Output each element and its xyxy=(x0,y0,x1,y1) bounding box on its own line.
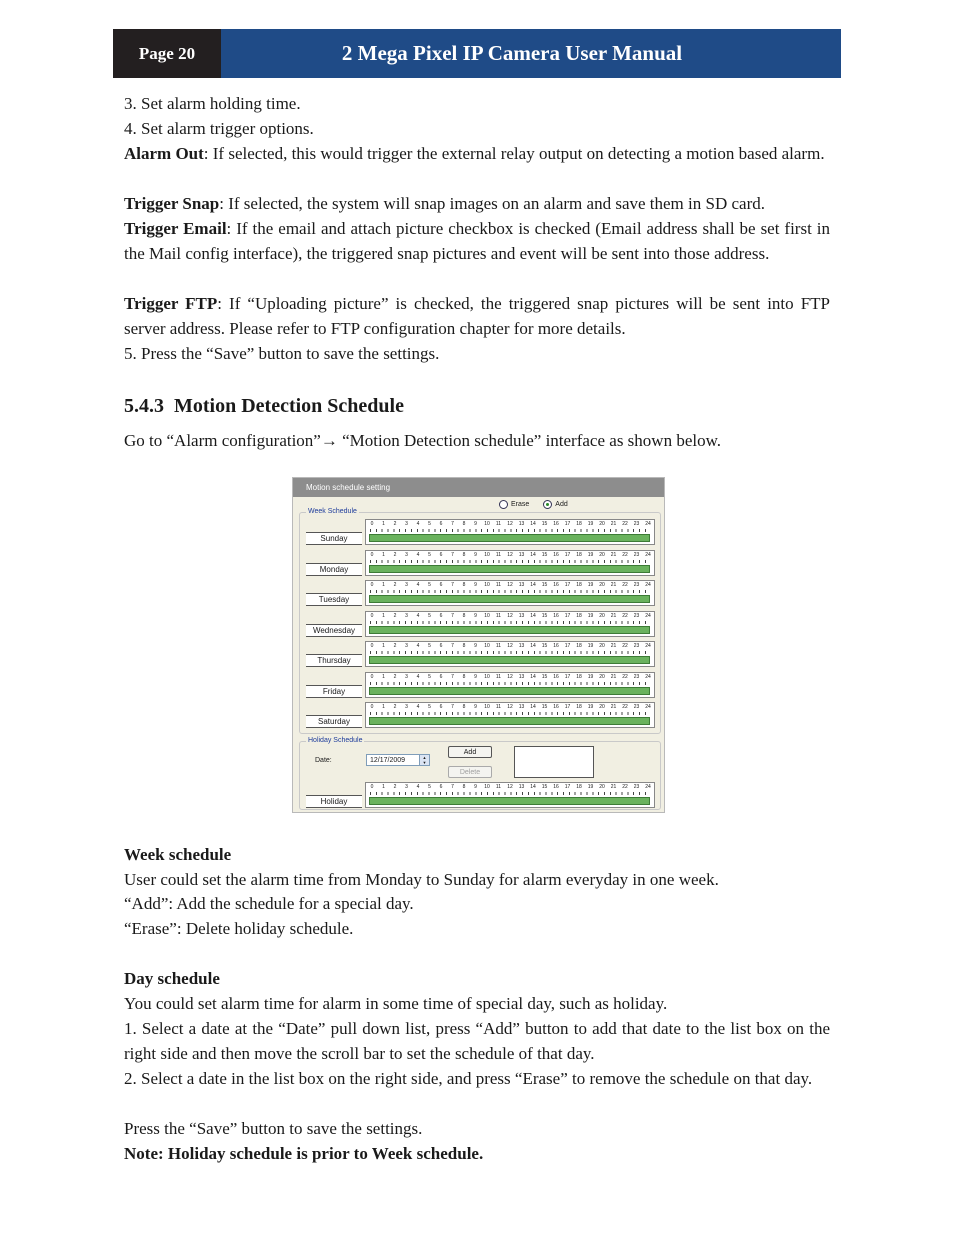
week-line-2: “Add”: Add the schedule for a special day. xyxy=(124,894,414,913)
add-radio-label: Add xyxy=(555,501,568,508)
hour-tick-label: 23 xyxy=(633,521,640,527)
date-value: 12/17/2009 xyxy=(370,757,406,764)
hour-tick-label: 19 xyxy=(587,673,594,680)
hour-tick-label: 0 xyxy=(370,582,374,588)
hour-tick-label: 10 xyxy=(484,784,490,790)
minor-ticks xyxy=(370,590,651,593)
step-3: 3. Set alarm holding time. xyxy=(124,94,301,113)
hour-tick-label: 5 xyxy=(428,551,431,558)
hour-tick-label: 15 xyxy=(541,704,548,710)
hour-tick-label: 8 xyxy=(462,673,466,680)
week-heading-text: Week schedule xyxy=(124,845,232,864)
hour-tick-label: 0 xyxy=(370,704,374,710)
minor-ticks xyxy=(370,712,651,715)
alarm-out-text: : If selected, this would trigger the external relay output on detecting a motion based alarm. xyxy=(203,144,825,163)
week-line-1: User could set the alarm time from Monday to Sunday for alarm everyday in one week. xyxy=(124,870,719,889)
hour-tick-label: 5 xyxy=(428,673,431,680)
page-number: Page 20 xyxy=(113,29,221,78)
hour-tick-label: 16 xyxy=(553,643,559,649)
hour-tick-label: 4 xyxy=(416,612,420,619)
hour-tick-label: 19 xyxy=(587,551,594,558)
hour-tick-label: 15 xyxy=(541,582,548,588)
hour-tick-label: 15 xyxy=(541,673,548,680)
hour-tick-label: 16 xyxy=(553,551,559,558)
hour-tick-label: 14 xyxy=(530,612,536,619)
hour-tick-label: 22 xyxy=(622,643,628,649)
hour-tick-label: 12 xyxy=(507,521,513,527)
hour-tick-label: 17 xyxy=(564,704,571,710)
add-radio[interactable] xyxy=(543,500,567,509)
hour-tick-label: 22 xyxy=(622,521,628,527)
hour-tick-label: 18 xyxy=(576,612,582,619)
holiday-schedule-group xyxy=(299,737,661,810)
day-time-slider[interactable] xyxy=(365,550,655,576)
hour-tick-label: 7 xyxy=(451,673,454,680)
minor-ticks xyxy=(370,682,651,685)
hour-tick-label: 18 xyxy=(576,551,582,558)
hour-tick-label: 6 xyxy=(439,643,443,649)
hour-tick-label: 1 xyxy=(382,704,385,710)
day-time-slider[interactable] xyxy=(365,702,655,728)
hour-tick-label: 21 xyxy=(610,612,617,619)
hour-tick-label: 16 xyxy=(553,521,559,527)
hour-tick-label: 13 xyxy=(518,784,525,790)
hour-tick-label: 3 xyxy=(405,673,408,680)
radio-selected-icon xyxy=(543,500,552,509)
day-schedule-row xyxy=(306,641,660,667)
hour-tick-label: 12 xyxy=(507,551,513,558)
hour-tick-label: 0 xyxy=(370,521,374,527)
hour-tick-label: 7 xyxy=(451,551,454,558)
hour-tick-label: 13 xyxy=(518,673,525,680)
hour-tick-label: 1 xyxy=(382,521,385,527)
hour-tick-label: 0 xyxy=(370,551,374,558)
day-line-2: 1. Select a date at the “Date” pull down list, press “Add” button to add that date to the list box on the right side and then move the scroll bar to set the schedule of that day. xyxy=(124,1019,830,1063)
hour-tick-label: 17 xyxy=(564,551,571,558)
hour-tick-label: 24 xyxy=(645,784,651,790)
hour-tick-label: 2 xyxy=(393,643,397,649)
hour-tick-label: 12 xyxy=(507,704,513,710)
hour-tick-label: 20 xyxy=(599,551,605,558)
hour-tick-label: 16 xyxy=(553,784,559,790)
hour-tick-label: 18 xyxy=(576,673,582,680)
hour-tick-label: 12 xyxy=(507,643,513,649)
hour-tick-label: 24 xyxy=(645,643,651,649)
hour-tick-label: 8 xyxy=(462,704,466,710)
hour-tick-label: 1 xyxy=(382,673,385,680)
hour-tick-label: 15 xyxy=(541,521,548,527)
day-time-slider[interactable] xyxy=(365,641,655,667)
hour-tick-label: 3 xyxy=(405,643,408,649)
hour-tick-label: 4 xyxy=(416,551,420,558)
day-line-4: Press the “Save” button to save the settings. xyxy=(124,1119,423,1138)
hour-tick-label: 2 xyxy=(393,551,397,558)
hour-tick-label: 10 xyxy=(484,582,490,588)
goto-instruction xyxy=(124,428,830,453)
hour-tick-label: 18 xyxy=(576,784,582,790)
week-line-3: “Erase”: Delete holiday schedule. xyxy=(124,919,354,938)
hour-tick-label: 15 xyxy=(541,612,548,619)
goto-part-b: “Motion Detection schedule” interface as shown below. xyxy=(337,431,722,450)
spin-arrows-icon[interactable]: ▲ ▼ xyxy=(419,755,429,765)
holiday-row-label: Holiday xyxy=(306,795,362,808)
schedule-bar[interactable] xyxy=(369,626,650,634)
day-schedule-row xyxy=(306,611,660,637)
hour-tick-label: 9 xyxy=(474,582,477,588)
day-label: Sunday xyxy=(306,532,362,545)
note-text: Note: Holiday schedule is prior to Week schedule. xyxy=(124,1144,484,1163)
section-title: Motion Detection Schedule xyxy=(174,395,404,417)
hour-tick-label: 11 xyxy=(495,784,502,790)
trigger-ftp-paragraph xyxy=(124,291,830,341)
hour-tick-label: 23 xyxy=(633,612,640,619)
hour-tick-label: 3 xyxy=(405,521,408,527)
hour-tick-label: 4 xyxy=(416,673,420,680)
hour-tick-label: 3 xyxy=(405,784,408,790)
day-label: Monday xyxy=(306,563,362,576)
holiday-date-listbox[interactable] xyxy=(514,746,594,778)
hour-tick-label: 11 xyxy=(495,673,502,680)
hour-tick-label: 20 xyxy=(599,612,605,619)
screenshot-title: Motion schedule setting xyxy=(293,478,664,497)
holiday-delete-button[interactable]: Delete xyxy=(448,766,492,778)
hour-tick-label: 22 xyxy=(622,704,628,710)
hour-tick-label: 3 xyxy=(405,704,408,710)
hour-tick-label: 19 xyxy=(587,643,594,649)
week-schedule-label: Week Schedule xyxy=(308,508,357,515)
manual-title: 2 Mega Pixel IP Camera User Manual xyxy=(221,29,841,78)
motion-schedule-screenshot xyxy=(292,477,665,813)
hour-tick-label: 9 xyxy=(474,673,477,680)
hour-tick-label: 14 xyxy=(530,551,536,558)
hour-tick-label: 10 xyxy=(484,673,490,680)
hour-tick-label: 5 xyxy=(428,643,431,649)
mode-radios xyxy=(499,500,568,509)
hour-tick-label: 14 xyxy=(530,643,536,649)
hour-tick-label: 10 xyxy=(484,521,490,527)
hour-tick-label: 14 xyxy=(530,673,536,680)
hour-tick-label: 13 xyxy=(518,704,525,710)
hour-tick-label: 24 xyxy=(645,551,651,558)
hour-tick-label: 0 xyxy=(370,784,374,790)
hour-tick-label: 4 xyxy=(416,784,420,790)
hour-tick-label: 8 xyxy=(462,582,466,588)
holiday-add-button[interactable]: Add xyxy=(448,746,492,758)
schedule-bar[interactable] xyxy=(369,656,650,664)
hour-tick-label: 23 xyxy=(633,643,640,649)
hour-tick-label: 14 xyxy=(530,582,536,588)
hour-tick-label: 13 xyxy=(518,582,525,588)
hour-tick-label: 11 xyxy=(495,704,502,710)
hour-tick-label: 17 xyxy=(564,612,571,619)
trigger-snap-text: : If selected, the system will snap images on an alarm and save them in SD card. xyxy=(219,194,765,213)
hour-tick-label: 21 xyxy=(610,673,617,680)
hour-tick-label: 12 xyxy=(507,582,513,588)
day-label: Wednesday xyxy=(306,624,362,637)
hour-tick-label: 19 xyxy=(587,612,594,619)
hour-tick-label: 4 xyxy=(416,704,420,710)
hour-tick-label: 24 xyxy=(645,521,651,527)
hour-tick-label: 19 xyxy=(587,704,594,710)
date-picker[interactable] xyxy=(366,754,430,766)
hour-tick-label: 7 xyxy=(451,704,454,710)
schedule-bar[interactable] xyxy=(369,687,650,695)
hour-tick-label: 5 xyxy=(428,612,431,619)
arrow-icon: → xyxy=(320,431,338,450)
hour-tick-label: 23 xyxy=(633,784,640,790)
hour-tick-label: 10 xyxy=(484,612,490,619)
hour-tick-label: 11 xyxy=(495,521,502,527)
trigger-email-term: Trigger Email xyxy=(124,219,227,238)
hour-tick-label: 24 xyxy=(645,704,651,710)
goto-part-a: Go to “Alarm configuration” xyxy=(124,431,321,450)
trigger-email-text: : If the email and attach picture checkbox is checked (Email address shall be set first in the Mail config interface), the triggered snap pictures and event will be sent into those address. xyxy=(124,219,830,263)
hour-tick-label: 15 xyxy=(541,643,548,649)
hour-tick-label: 13 xyxy=(518,643,525,649)
hour-tick-label: 24 xyxy=(645,673,651,680)
hour-tick-label: 2 xyxy=(393,521,397,527)
day-time-slider[interactable] xyxy=(365,580,655,606)
day-schedule-row xyxy=(306,580,660,606)
hour-tick-label: 23 xyxy=(633,582,640,588)
hour-tick-label: 22 xyxy=(622,784,628,790)
hour-tick-label: 17 xyxy=(564,582,571,588)
hour-tick-label: 1 xyxy=(382,643,385,649)
alarm-out-term: Alarm Out xyxy=(124,144,204,163)
hour-tick-label: 14 xyxy=(530,521,536,527)
hour-tick-label: 4 xyxy=(416,582,420,588)
hour-tick-label: 5 xyxy=(428,704,431,710)
erase-radio[interactable] xyxy=(499,500,529,509)
hour-tick-label: 20 xyxy=(599,582,605,588)
hour-tick-label: 3 xyxy=(405,612,408,619)
day-label: Friday xyxy=(306,685,362,698)
hour-tick-label: 2 xyxy=(393,612,397,619)
schedule-bar[interactable] xyxy=(369,595,650,603)
hour-tick-label: 13 xyxy=(518,551,525,558)
hour-tick-label: 23 xyxy=(633,704,640,710)
hour-tick-label: 10 xyxy=(484,551,490,558)
hour-tick-label: 13 xyxy=(518,612,525,619)
hour-tick-label: 21 xyxy=(610,521,617,527)
hour-tick-label: 1 xyxy=(382,582,385,588)
hour-tick-label: 10 xyxy=(484,643,490,649)
hour-tick-label: 13 xyxy=(518,521,525,527)
hour-tick-label: 2 xyxy=(393,784,397,790)
hour-tick-label: 10 xyxy=(484,704,490,710)
holiday-time-slider[interactable] xyxy=(365,782,655,808)
schedule-bar[interactable] xyxy=(369,797,650,805)
day-label: Thursday xyxy=(306,654,362,667)
minor-ticks xyxy=(370,651,651,654)
hour-tick-label: 18 xyxy=(576,643,582,649)
hour-tick-label: 9 xyxy=(474,612,477,619)
hour-tick-label: 0 xyxy=(370,673,374,680)
hour-tick-label: 15 xyxy=(541,551,548,558)
hour-tick-label: 20 xyxy=(599,643,605,649)
hour-tick-label: 21 xyxy=(610,643,617,649)
hour-tick-label: 12 xyxy=(507,612,513,619)
hour-tick-label: 12 xyxy=(507,673,513,680)
hour-tick-label: 22 xyxy=(622,673,628,680)
hour-tick-label: 0 xyxy=(370,643,374,649)
trigger-snap-paragraph xyxy=(124,191,830,216)
hour-tick-label: 19 xyxy=(587,582,594,588)
hour-tick-label: 24 xyxy=(645,582,651,588)
hour-tick-label: 20 xyxy=(599,704,605,710)
hour-tick-label: 2 xyxy=(393,673,397,680)
hour-tick-label: 21 xyxy=(610,582,617,588)
hour-tick-label: 7 xyxy=(451,521,454,527)
day-heading-text: Day schedule xyxy=(124,969,220,988)
page-header xyxy=(113,29,841,78)
hour-tick-label: 4 xyxy=(416,521,420,527)
hour-tick-label: 7 xyxy=(451,612,454,619)
hour-tick-label: 1 xyxy=(382,551,385,558)
hour-tick-label: 6 xyxy=(439,551,443,558)
hour-tick-label: 1 xyxy=(382,612,385,619)
hour-tick-label: 19 xyxy=(587,521,594,527)
hour-tick-label: 8 xyxy=(462,784,466,790)
hour-tick-label: 20 xyxy=(599,673,605,680)
hour-tick-label: 15 xyxy=(541,784,548,790)
hour-tick-label: 17 xyxy=(564,643,571,649)
day-label: Tuesday xyxy=(306,593,362,606)
holiday-priority-note xyxy=(124,1141,830,1166)
hour-tick-label: 7 xyxy=(451,582,454,588)
week-schedule-heading xyxy=(124,842,830,867)
week-schedule-group xyxy=(299,508,661,734)
hour-tick-label: 8 xyxy=(462,521,466,527)
schedule-bar[interactable] xyxy=(369,534,650,542)
hour-tick-label: 21 xyxy=(610,704,617,710)
hour-tick-label: 18 xyxy=(576,582,582,588)
hour-tick-label: 5 xyxy=(428,521,431,527)
schedule-bar[interactable] xyxy=(369,565,650,573)
hour-tick-label: 6 xyxy=(439,704,443,710)
hour-tick-label: 5 xyxy=(428,582,431,588)
hour-tick-label: 24 xyxy=(645,612,651,619)
trigger-ftp-term: Trigger FTP xyxy=(124,294,218,313)
hour-tick-label: 17 xyxy=(564,784,571,790)
hour-tick-label: 9 xyxy=(474,704,477,710)
hour-tick-label: 22 xyxy=(622,612,628,619)
hour-tick-label: 18 xyxy=(576,521,582,527)
trigger-snap-term: Trigger Snap xyxy=(124,194,220,213)
hour-tick-label: 2 xyxy=(393,582,397,588)
hour-tick-label: 18 xyxy=(576,704,582,710)
minor-ticks xyxy=(370,792,651,795)
hour-tick-label: 9 xyxy=(474,643,477,649)
hour-tick-label: 7 xyxy=(451,784,454,790)
hour-tick-label: 9 xyxy=(474,521,477,527)
trigger-email-paragraph xyxy=(124,216,830,266)
schedule-bar[interactable] xyxy=(369,717,650,725)
day-schedule-row xyxy=(306,550,660,576)
date-label: Date: xyxy=(315,757,332,764)
hour-tick-label: 20 xyxy=(599,521,605,527)
day-line-3: 2. Select a date in the list box on the right side, and press “Erase” to remove the schedule on that day. xyxy=(124,1069,813,1088)
hour-tick-label: 19 xyxy=(587,784,594,790)
minor-ticks xyxy=(370,529,651,532)
hour-tick-label: 14 xyxy=(530,704,536,710)
day-schedule-heading xyxy=(124,966,830,991)
hour-tick-label: 21 xyxy=(610,784,617,790)
hour-tick-label: 11 xyxy=(495,643,502,649)
hour-tick-label: 8 xyxy=(462,643,466,649)
hour-tick-label: 3 xyxy=(405,551,408,558)
day-schedule-row xyxy=(306,672,660,698)
section-number: 5.4.3 xyxy=(124,395,164,417)
trigger-ftp-text: : If “Uploading picture” is checked, the triggered snap pictures will be sent into FTP server address. Please refer to FTP configuration chapter for more details. xyxy=(124,294,830,338)
hour-tick-label: 4 xyxy=(416,643,420,649)
hour-tick-label: 8 xyxy=(462,551,466,558)
day-line-1: You could set alarm time for alarm in some time of special day, such as holiday. xyxy=(124,994,668,1013)
hour-tick-label: 8 xyxy=(462,612,466,619)
hour-tick-label: 11 xyxy=(495,612,502,619)
hour-tick-label: 12 xyxy=(507,784,513,790)
hour-tick-label: 16 xyxy=(553,673,559,680)
day-schedule-row xyxy=(306,702,660,728)
hour-tick-label: 1 xyxy=(382,784,385,790)
hour-tick-label: 9 xyxy=(474,551,477,558)
minor-ticks xyxy=(370,621,651,624)
hour-tick-label: 11 xyxy=(495,582,502,588)
hour-tick-label: 20 xyxy=(599,784,605,790)
hour-tick-label: 23 xyxy=(633,673,640,680)
holiday-schedule-row xyxy=(306,782,660,808)
hour-tick-label: 9 xyxy=(474,784,477,790)
hour-tick-label: 6 xyxy=(439,612,443,619)
step-5: 5. Press the “Save” button to save the settings. xyxy=(124,344,440,363)
hour-tick-label: 22 xyxy=(622,551,628,558)
hour-tick-label: 21 xyxy=(610,551,617,558)
erase-radio-label: Erase xyxy=(511,501,530,508)
minor-ticks xyxy=(370,560,651,563)
hour-tick-label: 23 xyxy=(633,551,640,558)
hour-tick-label: 16 xyxy=(553,704,559,710)
hour-tick-label: 17 xyxy=(564,673,571,680)
hour-tick-label: 7 xyxy=(451,643,454,649)
hour-tick-label: 5 xyxy=(428,784,431,790)
hour-tick-label: 6 xyxy=(439,673,443,680)
holiday-schedule-label: Holiday Schedule xyxy=(308,737,363,744)
day-label: Saturday xyxy=(306,715,362,728)
hour-tick-label: 17 xyxy=(564,521,571,527)
hour-tick-label: 2 xyxy=(393,704,397,710)
day-schedule-row xyxy=(306,519,660,545)
radio-circle-icon xyxy=(499,500,508,509)
hour-tick-label: 22 xyxy=(622,582,628,588)
day-time-slider[interactable] xyxy=(365,672,655,698)
hour-tick-label: 11 xyxy=(495,551,502,558)
day-time-slider[interactable] xyxy=(365,519,655,545)
day-time-slider[interactable] xyxy=(365,611,655,637)
hour-tick-label: 0 xyxy=(370,612,374,619)
hour-tick-label: 6 xyxy=(439,521,443,527)
hour-tick-label: 6 xyxy=(439,784,443,790)
alarm-out-paragraph xyxy=(124,141,830,166)
hour-tick-label: 3 xyxy=(405,582,408,588)
hour-tick-label: 16 xyxy=(553,582,559,588)
step-4: 4. Set alarm trigger options. xyxy=(124,119,314,138)
hour-tick-label: 16 xyxy=(553,612,559,619)
section-heading xyxy=(124,395,414,418)
hour-tick-label: 6 xyxy=(439,582,443,588)
hour-tick-label: 14 xyxy=(530,784,536,790)
